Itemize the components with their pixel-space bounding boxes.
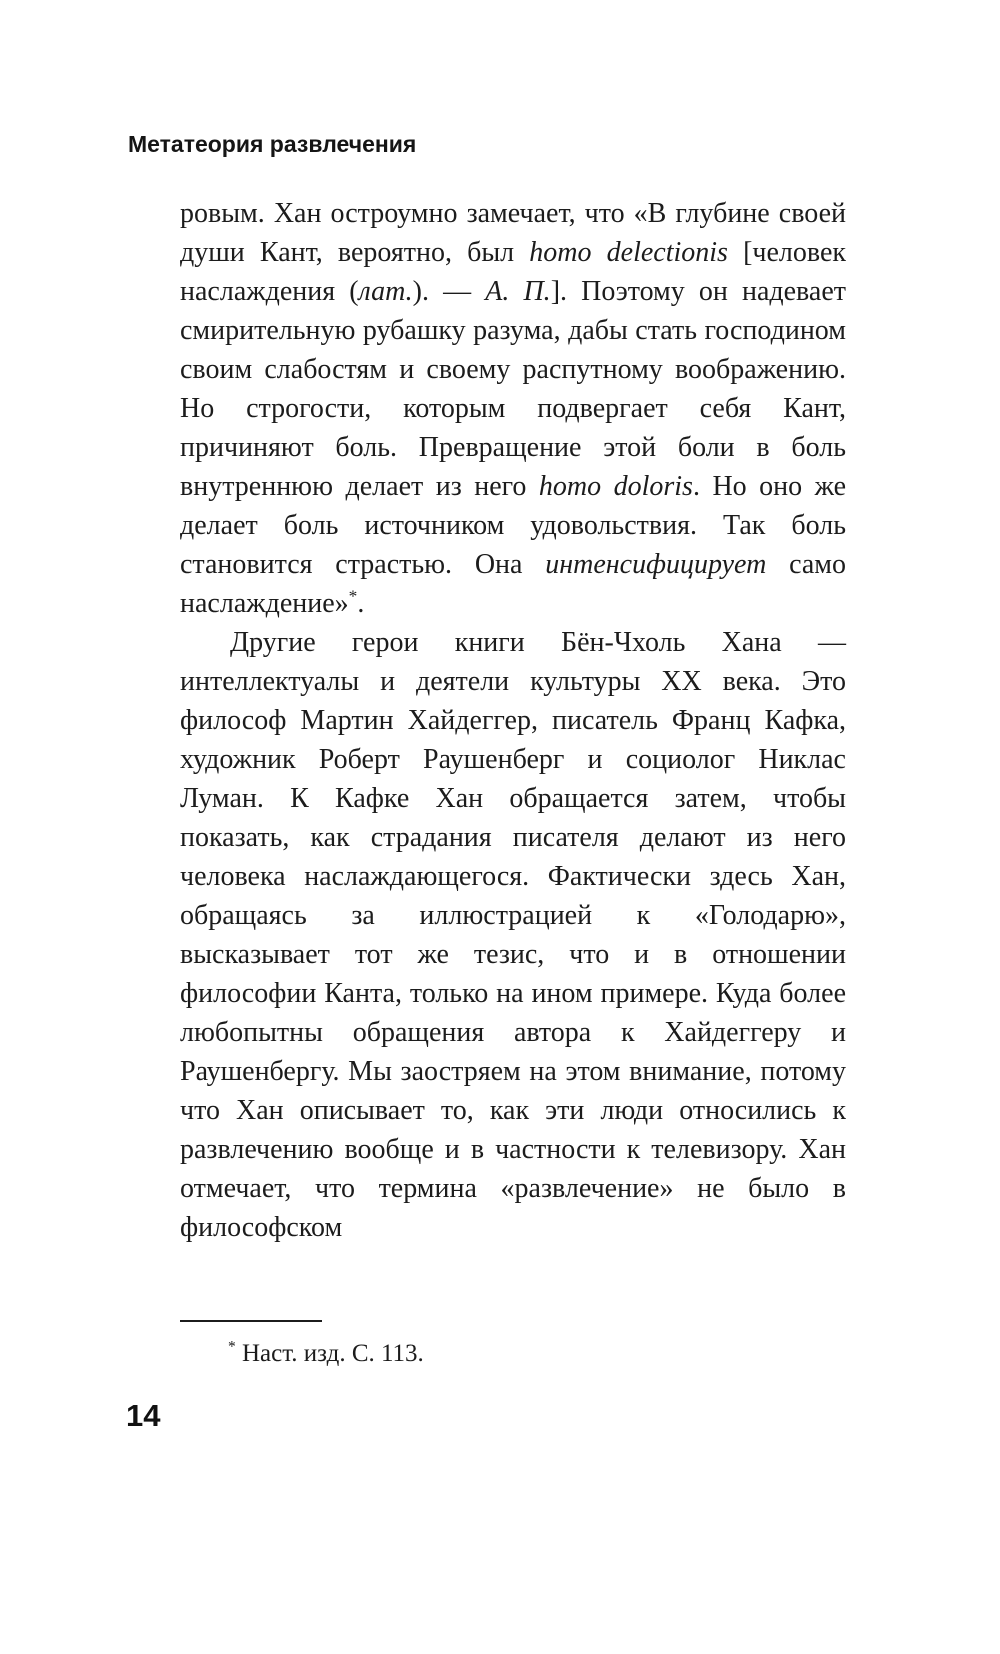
footnote-divider [180, 1320, 322, 1322]
text-run-italic: homo delectionis [529, 237, 728, 268]
footnote [180, 1320, 846, 1370]
footnote-marker-reference: * [348, 586, 358, 606]
paragraph: Другие герои книги Бён-Чхоль Хана — интеллектуалы и деятели культуры XX века. Это философ Мартин Хайдеггер, писатель Франц Кафка, художник Роберт Раушенберг и социолог Никлас Луман. К Кафке Хан обращается затем, чтобы показать, как страдания писателя делают из него человека наслаждающегося. Фактически здесь Хан, обращаясь за иллюстрацией к «Голодарю», высказывает тот же тезис, что и в отношении философии Канта, только на ином примере. Куда более любопытны обращения автора к Хайдеггеру и Раушенбергу. Мы заостряем на этом внимание, потому что Хан описывает то, как эти люди относились к развлечению вообще и в частности к телевизору. Хан отмечает, что термина «развлечение» не было в философском [180, 627, 846, 1243]
text-run-italic: интенсифицирует [545, 549, 767, 580]
text-run: ]. Поэтому он надевает смирительную рубашку разума, дабы стать господином своим слабостям и своему распутному воображению. Но строгости, которым подвергает себя Кант, причиняют боль. Превращение этой боли в боль внутреннюю делает из него [180, 276, 846, 502]
footnote-text [180, 1338, 846, 1370]
text-run-italic: А. П. [485, 276, 551, 307]
text-run-italic: homo doloris [538, 471, 693, 502]
footnote-body: Наст. изд. С. 113. [235, 1340, 424, 1367]
footnote-marker: * [228, 1338, 236, 1356]
text-run: [человек наслаждения ( [180, 237, 846, 307]
running-header: Метатеория развлечения [128, 131, 417, 157]
text-run: ). — [412, 276, 486, 307]
text-run-italic: лат. [358, 276, 413, 307]
page-number: 14 [126, 1398, 161, 1433]
text-run: само наслаждение» [180, 549, 846, 619]
paragraph-continuation [180, 194, 846, 623]
text-run: . Но оно же делает боль источником удовольствия. Так боль становится страстью. Она [180, 471, 847, 580]
text-run: ровым. Хан остроумно замечает, что «В глубине своей души Кант, вероятно, был [180, 198, 846, 268]
text-run: . [357, 588, 365, 619]
body-text [180, 194, 846, 1247]
